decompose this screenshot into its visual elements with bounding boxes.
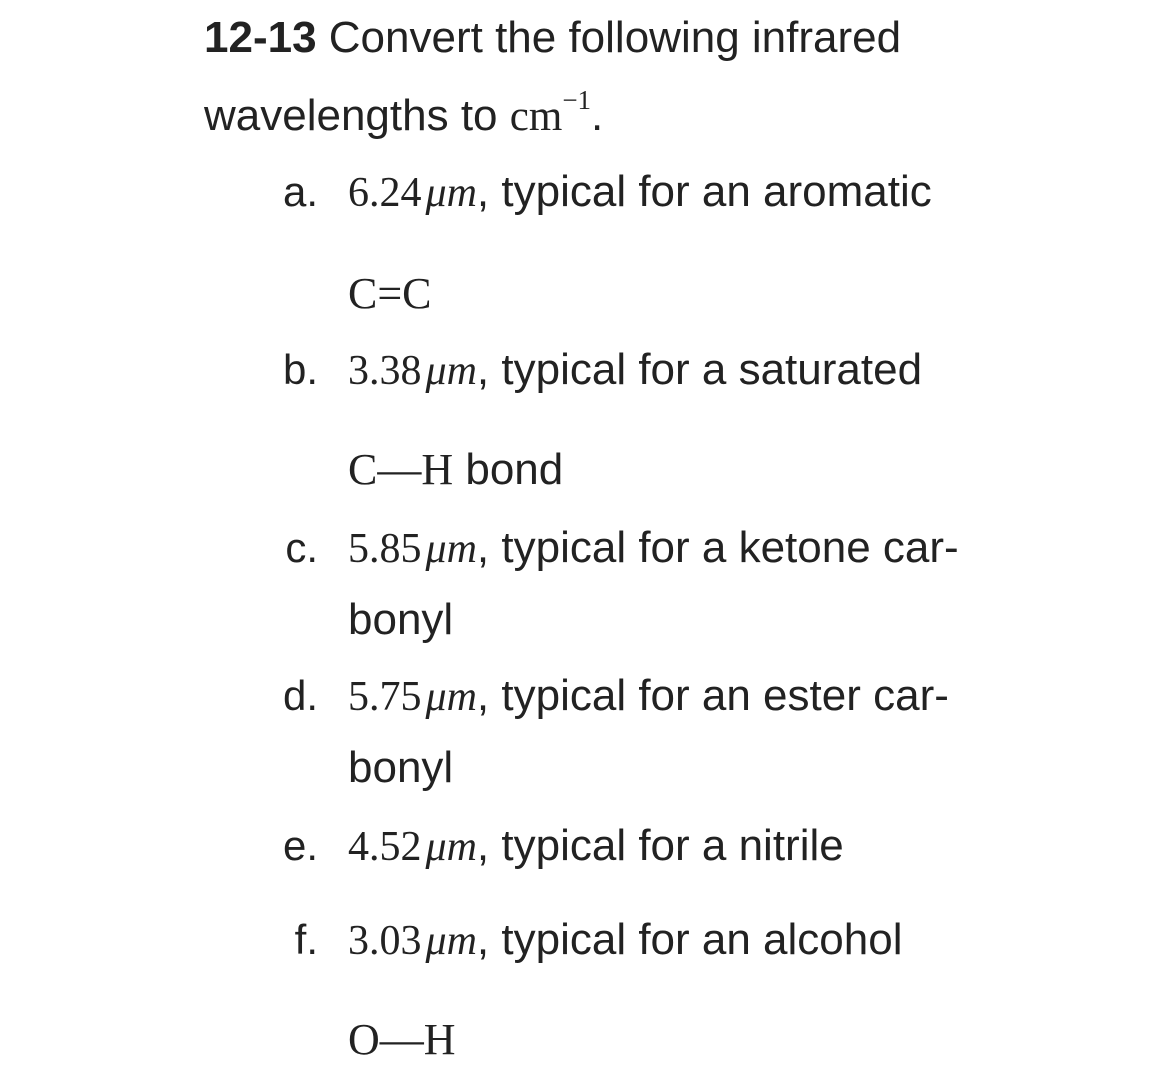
problem-number: 12-13 [204,13,317,62]
problem-title-text-2: wavelengths to [204,91,498,140]
unit-micrometer: μm [425,674,477,720]
unit-micrometer: μm [425,918,477,964]
item-d-text: 5.75μm, typical for an ester car- [348,671,949,720]
item-b-text: 3.38μm, typical for a saturated [348,345,923,394]
item-d-label: d. [282,672,318,719]
item-c-label: c. [285,524,318,571]
problem-title-line-2 [204,84,604,143]
problem-title-line-1 [204,12,901,64]
item-a-chem: C=C [348,269,432,318]
item-b-chem: C—H bond [348,445,564,494]
item-a-text: 6.24μm, typical for an aromatic [348,167,932,216]
item-f-text: 3.03μm, typical for an alcohol [348,915,903,964]
unit-cm: $cm^{-1}$ [509,84,592,140]
item-c-cont: bonyl [348,595,454,644]
item-b-label: b. [282,346,318,393]
title-period: . [591,91,604,140]
item-e-label: e. [282,822,318,869]
item-a-label: a. [282,168,318,215]
unit-micrometer: μm [425,824,477,870]
unit-micrometer: μm [425,170,477,216]
item-f-label: f. [294,916,318,963]
unit-micrometer: μm [425,526,477,572]
item-c-text: 5.85μm, typical for a ketone car- [348,523,959,572]
item-f-chem: O—H [348,1015,456,1064]
item-e-text: 4.52μm, typical for a nitrile [348,821,844,870]
problem-title-text: Convert the following infrared [328,13,902,62]
unit-micrometer: μm [425,348,477,394]
item-d-cont: bonyl [348,743,454,792]
